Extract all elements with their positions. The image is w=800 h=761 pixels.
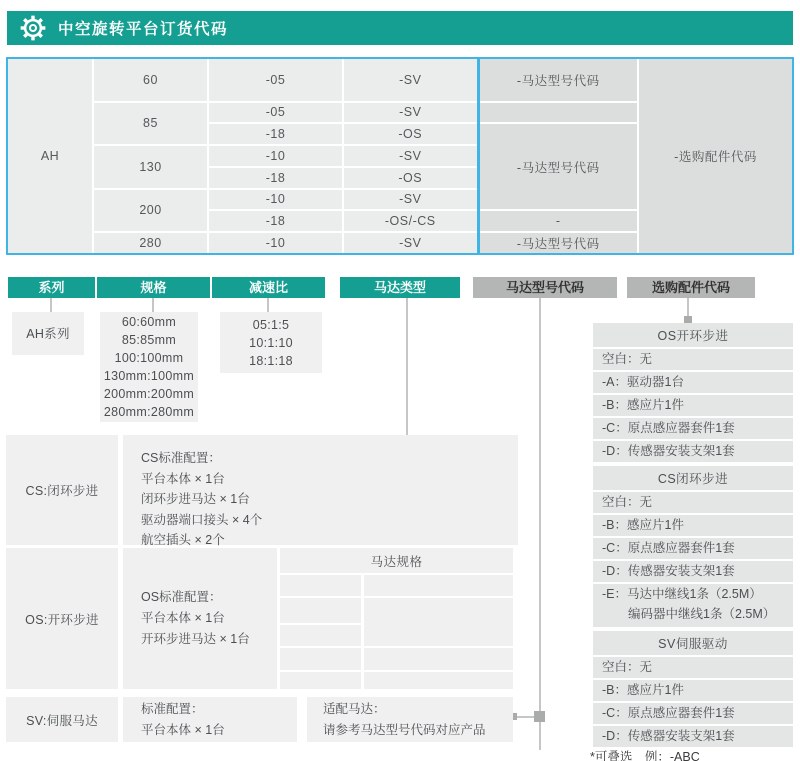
os-config-line: 开环步进马达 × 1台	[141, 632, 250, 646]
table-cell-size: 130	[93, 145, 208, 189]
motor-spec-cell	[280, 625, 361, 646]
accessory-item-line: 编码器中继线1条（2.5M）	[628, 607, 776, 621]
sv-adapt-line: 适配马达：	[323, 701, 386, 716]
cs-config-line: CS标准配置：	[141, 451, 221, 465]
accessory-item: -D：传感器安装支架1套	[593, 726, 793, 747]
motor-spec-cell	[364, 598, 513, 646]
label-accessory: 选购配件代码	[627, 277, 755, 298]
table-cell-motor-code	[478, 102, 638, 124]
accessory-item: 空白：无	[593, 657, 793, 678]
order-code-table	[6, 57, 794, 255]
table-cell-motor-type: -OS/-CS	[343, 210, 478, 232]
connector-series	[50, 298, 52, 312]
os-config-line: OS标准配置：	[141, 590, 222, 604]
sv-config	[123, 697, 297, 742]
sv-config-line: 平台本体 × 1台	[141, 722, 225, 737]
os-config	[123, 548, 277, 689]
table-cell-ratio: -10	[208, 232, 343, 254]
table-cell-ratio: -10	[208, 189, 343, 211]
ratio-line: 18:1:18	[249, 353, 293, 368]
series-box-text: AH系列	[26, 326, 70, 341]
accessory-item: -D：传感器安装支架1套	[593, 561, 793, 582]
motor-spec-cell	[280, 575, 361, 596]
table-cell-size: 85	[93, 102, 208, 146]
table-cell-size: 200	[93, 189, 208, 233]
motor-spec-cell	[280, 672, 361, 689]
table-cell-ratio: -10	[208, 145, 343, 167]
table-cell-motor-code: -	[478, 210, 638, 232]
cs-config-line: 平台本体 × 1台	[141, 471, 225, 486]
accessory-item-line: -E：马达中继线1条（2.5M）	[602, 587, 762, 601]
motor-spec-cell	[364, 648, 513, 670]
label-motor-code: 马达型号代码	[473, 277, 617, 298]
accessory-os-title: OS开环步进	[593, 323, 793, 347]
accessory-item: -C：原点感应器套件1套	[593, 703, 793, 724]
table-cell-ratio: -18	[208, 210, 343, 232]
table-cell-accessory-code: -选购配件代码	[638, 58, 793, 254]
sv-label: SV:伺服马达	[6, 697, 118, 742]
table-cell-motor-type: -SV	[343, 58, 478, 102]
footnote: *可叠选 例：-ABC	[590, 750, 700, 761]
connector-spec	[152, 298, 154, 312]
spec-line: 200mm:200mm	[103, 387, 195, 401]
title-bar	[7, 11, 793, 45]
connector-accessory	[687, 298, 689, 318]
spec-line: 60:60mm	[121, 315, 177, 329]
table-cell-motor-type: -SV	[343, 102, 478, 124]
table-cell-motor-code: -马达型号代码	[478, 232, 638, 254]
motor-spec-grid	[280, 548, 513, 689]
accessory-item: -B：感应片1件	[593, 515, 793, 536]
table-cell-ratio: -18	[208, 167, 343, 189]
accessory-item: -C：原点感应器套件1套	[593, 538, 793, 559]
sv-adapt-line: 请参考马达型号代码对应产品	[323, 722, 486, 737]
ratio-line: 05:1:5	[252, 317, 290, 332]
accessory-item: -B：感应片1件	[593, 395, 793, 416]
accessory-cs-title: CS闭环步进	[593, 466, 793, 490]
cs-config-line: 航空插头 × 2个	[141, 533, 225, 547]
connector-motor-type	[406, 298, 408, 435]
accessory-item: 空白：无	[593, 492, 793, 513]
spec-line: 100:100mm	[114, 351, 184, 365]
table-cell-ratio: -18	[208, 123, 343, 145]
table-cell-motor-code: -马达型号代码	[478, 58, 638, 102]
cs-label: CS:闭环步进	[6, 435, 118, 545]
cs-config-line: 驱动器端口接头 × 4个	[141, 512, 263, 527]
series-box	[12, 312, 84, 355]
label-spec: 规格	[97, 277, 210, 298]
connector-adapt-node	[534, 711, 545, 722]
ratio-line: 10:1:10	[249, 335, 293, 350]
spec-line: 85:85mm	[121, 333, 177, 347]
table-cell-size: 280	[93, 232, 208, 254]
cs-config	[123, 435, 518, 545]
os-label: OS:开环步进	[6, 548, 118, 689]
table-cell-motor-code: -马达型号代码	[478, 123, 638, 210]
page-title: 中空旋转平台订货代码	[58, 21, 229, 38]
spec-line: 130mm:100mm	[103, 369, 195, 383]
motor-spec-cell	[280, 598, 361, 623]
sv-adapt	[307, 697, 513, 742]
spec-line: 280mm:280mm	[103, 405, 195, 419]
motor-spec-cell	[364, 672, 513, 689]
table-cell-motor-type: -SV	[343, 232, 478, 254]
label-ratio: 减速比	[212, 277, 325, 298]
accessory-item: -C：原点感应器套件1套	[593, 418, 793, 439]
label-series: 系列	[8, 277, 95, 298]
accessory-item	[593, 584, 793, 627]
label-motor-type: 马达类型	[340, 277, 460, 298]
table-cell-motor-type: -OS	[343, 167, 478, 189]
table-cell-ratio: -05	[208, 58, 343, 102]
connector-ratio	[267, 298, 269, 312]
motor-spec-cell	[364, 575, 513, 596]
accessory-item: -B：感应片1件	[593, 680, 793, 701]
table-cell-series: AH	[7, 58, 93, 254]
table-cell-motor-type: -OS	[343, 123, 478, 145]
motor-spec-cell	[280, 648, 361, 670]
spec-box	[100, 312, 198, 422]
gear-icon	[18, 13, 48, 43]
accessory-sv-title: SV伺服驱动	[593, 631, 793, 655]
table-cell-ratio: -05	[208, 102, 343, 124]
accessory-item: 空白：无	[593, 349, 793, 370]
sv-config-line: 标准配置：	[141, 701, 204, 716]
cs-config-line: 闭环步进马达 × 1台	[141, 492, 250, 506]
motor-spec-header: 马达规格	[280, 548, 513, 573]
accessory-item: -A：驱动器1台	[593, 372, 793, 393]
os-config-line: 平台本体 × 1台	[141, 611, 225, 625]
ratio-box	[220, 312, 322, 373]
table-cell-size: 60	[93, 58, 208, 102]
table-cell-motor-type: -SV	[343, 189, 478, 211]
table-cell-motor-type: -SV	[343, 145, 478, 167]
connector-motor-code	[539, 298, 541, 750]
accessory-item: -D：传感器安装支架1套	[593, 441, 793, 462]
